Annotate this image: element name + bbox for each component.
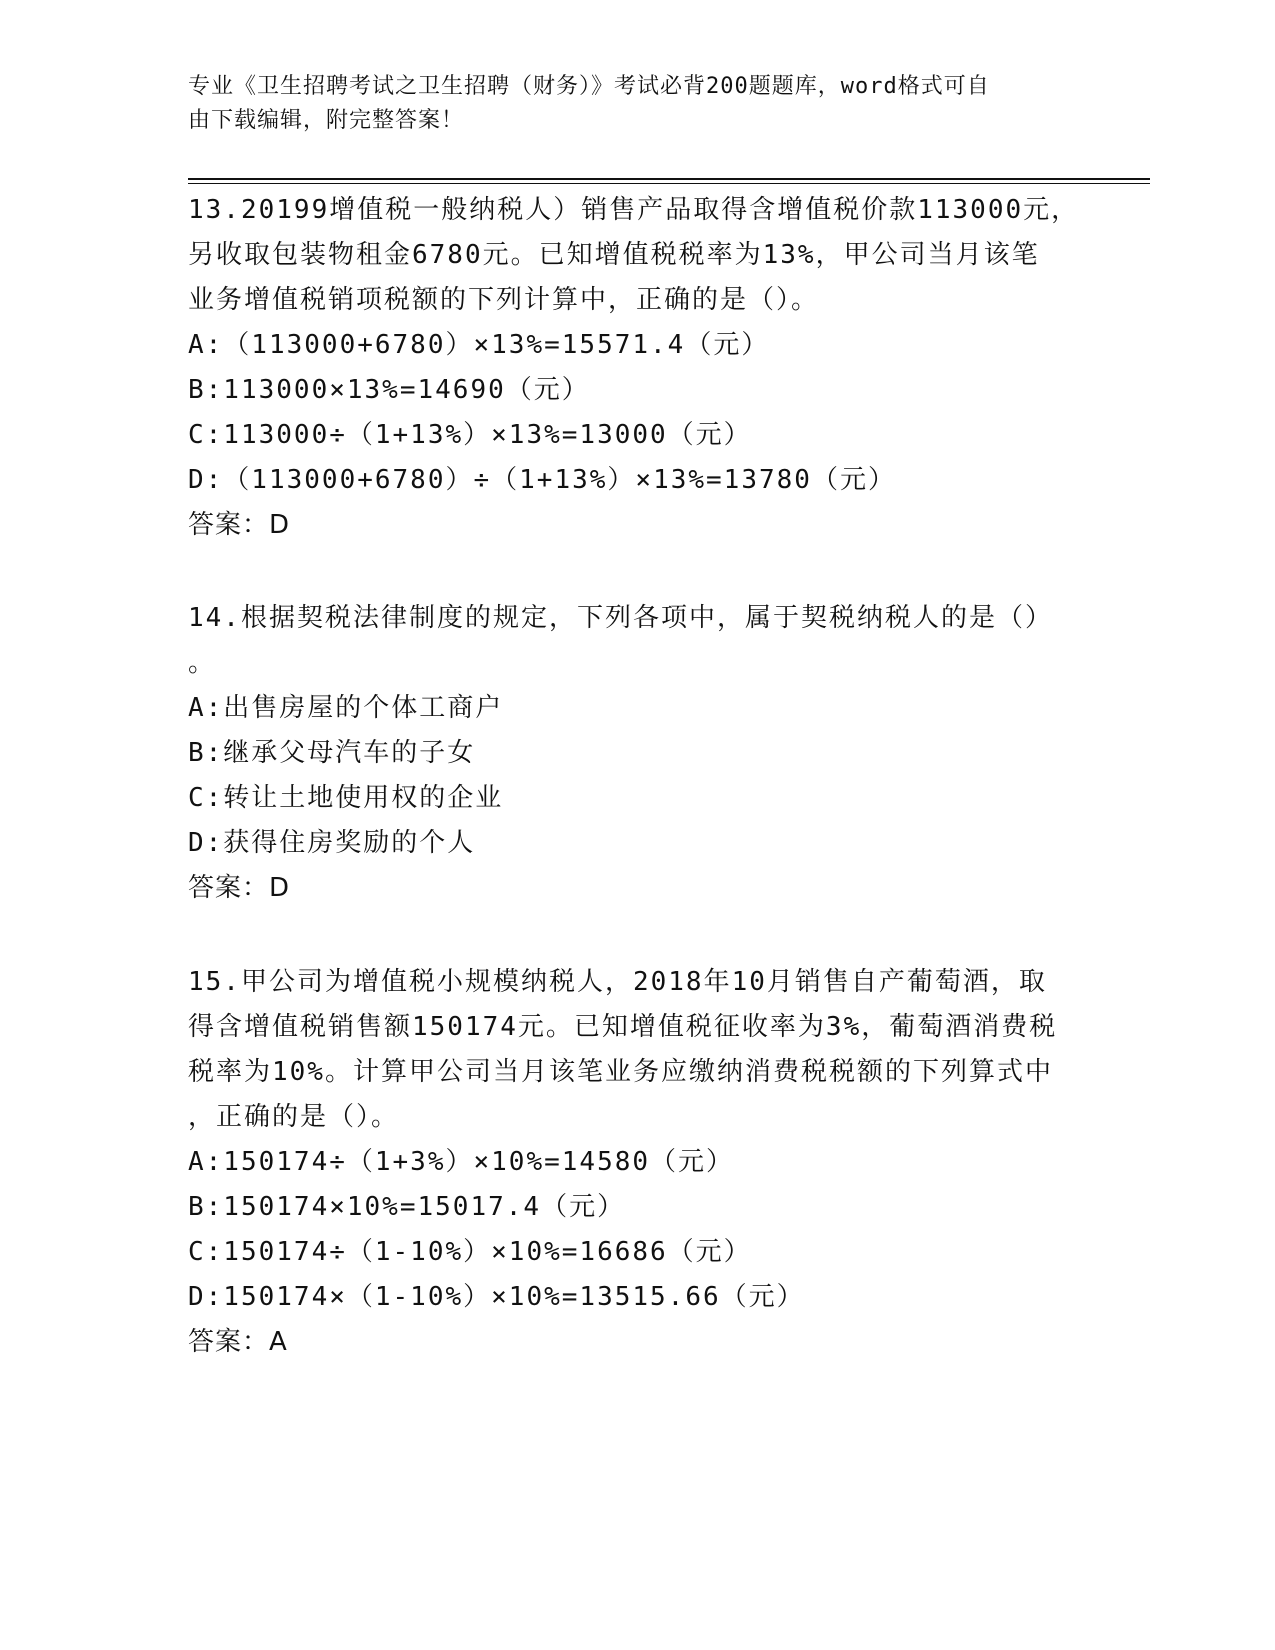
question-stem-line: 14.根据契税法律制度的规定，下列各项中，属于契税纳税人的是（） [188, 603, 1053, 633]
option-c: C:转让土地使用权的企业 [188, 783, 504, 813]
question-stem-line: 税率为10%。计算甲公司当月该笔业务应缴纳消费税税额的下列算式中 [188, 1057, 1053, 1087]
header-divider-thin [188, 183, 1150, 184]
header-divider-thick [188, 178, 1150, 180]
question-stem-line: 13.20199增值税一般纳税人）销售产品取得含增值税价款113000元， [188, 195, 1080, 225]
question-15 [188, 960, 1088, 1365]
header-line-2: 由下载编辑，附完整答案！ [188, 108, 465, 133]
option-b: B:113000×13%=14690（元） [188, 375, 590, 405]
question-stem-line: 15.甲公司为增值税小规模纳税人，2018年10月销售自产葡萄酒，取 [188, 967, 1047, 997]
question-stem-line: ，正确的是（）。 [188, 1102, 400, 1132]
option-d: D:获得住房奖励的个人 [188, 828, 476, 858]
option-d: D:（113000+6780）÷（1+13%）×13%=13780（元） [188, 465, 896, 495]
document-header [188, 70, 1068, 138]
option-d: D:150174×（1-10%）×10%=13515.66（元） [188, 1282, 805, 1312]
question-stem-line: 。 [188, 648, 217, 678]
option-b: B:继承父母汽车的子女 [188, 738, 476, 768]
question-13 [188, 188, 1088, 548]
option-a: A:150174÷（1+3%）×10%=14580（元） [188, 1147, 735, 1177]
header-line-1: 专业《卫生招聘考试之卫生招聘（财务）》考试必背200题题库，word格式可自 [188, 74, 990, 99]
option-c: C:113000÷（1+13%）×13%=13000（元） [188, 420, 752, 450]
question-stem-line: 得含增值税销售额150174元。已知增值税征收率为3%，葡萄酒消费税 [188, 1012, 1058, 1042]
answer-line: 答案：A [188, 1327, 288, 1357]
question-stem-line: 业务增值税销项税额的下列计算中，正确的是（）。 [188, 285, 820, 315]
option-a: A:（113000+6780）×13%=15571.4（元） [188, 330, 770, 360]
question-stem-line: 另收取包装物租金6780元。已知增值税税率为13%，甲公司当月该笔 [188, 240, 1040, 270]
option-b: B:150174×10%=15017.4（元） [188, 1192, 626, 1222]
question-14 [188, 596, 1088, 911]
answer-line: 答案：D [188, 510, 291, 540]
option-c: C:150174÷（1-10%）×10%=16686（元） [188, 1237, 752, 1267]
answer-line: 答案：D [188, 873, 291, 903]
option-a: A:出售房屋的个体工商户 [188, 693, 504, 723]
